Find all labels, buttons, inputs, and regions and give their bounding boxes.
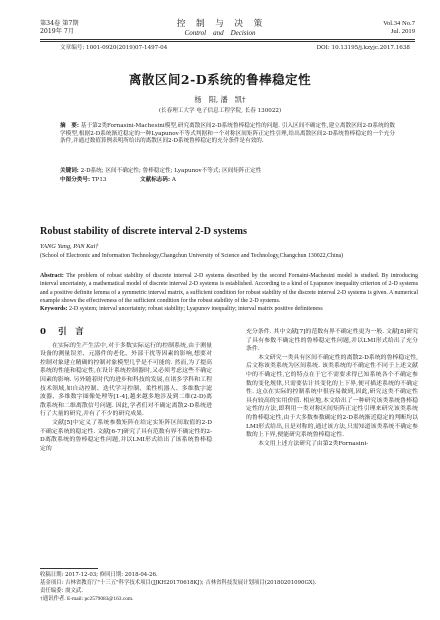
section-title: 引 言 xyxy=(57,327,84,337)
journal-name-cn: 控 制 与 决 策 xyxy=(176,19,264,29)
classification-cn xyxy=(60,177,395,185)
date-en: Jul. 2019 xyxy=(390,28,415,35)
affiliation-en: (School of Electronic and Information Technology,Changchun University of Science and Technology,Changchun 130022,China) xyxy=(40,253,344,259)
article-number: 文章编号: 1001-0920(2019)07-1497-04 xyxy=(60,45,168,51)
footnote-received: 收稿日期: 2017-12-03; 修回日期: 2018-04-26. xyxy=(40,572,158,578)
footnote-editor: 责任编委: 虞文武. xyxy=(40,588,83,594)
keywords-en-label: Keywords: xyxy=(40,306,68,312)
footnote-contact: †通讯作者. E-mail: pc2579083@163.com. xyxy=(40,596,134,602)
section-number: 0 xyxy=(40,327,46,337)
body-right-column xyxy=(246,328,418,448)
abstract-cn xyxy=(60,123,395,146)
paragraph: 本文用上述方法研究了由第2类Fornasini- xyxy=(258,440,369,447)
keywords-en xyxy=(40,305,418,313)
section-heading xyxy=(40,328,212,337)
paragraph: 本文研究一类具有区间不确定性的离散2-D系统的鲁棒稳定性,后文称该类系统为区间系统. 该类系统的不确定性不同于上述文献中的不确定性,它的特点在于它不需要求得已知系统各个不确定参数的变化规律,只需要估计其变化的上下界,便可描述系统的不确定性. 这点在实际的控制系统中很容易做到,因此,研究这类不确定性具有较高的实用价值. 相应地,本文给出了一种研究该类系统鲁棒稳定性的方法,即利用一类对称区间矩阵正定性引理来研究该类系统的鲁棒稳定性,由于大多数参数确定的2-D系统渐近稳定的判断均以LMI形式给出,且是对称的,通过该方法,只需知道该类系统不确定参数的上下界,便能研究系统鲁棒稳定性. xyxy=(246,354,418,439)
paper-title-cn: 离散区间2-D系统的鲁棒稳定性 xyxy=(128,72,312,87)
authors-cn: 杨 阳, 潘 凯† xyxy=(194,95,246,104)
paragraph: 在实际的生产生活中,对于多数实际运行的控制系统,由于测量设备的测量误差、元器件的老化、外部干扰等因素的影响,想要对控制对象建立精确的控制对象模型几乎是不可能的. 然而,为了提高系统的性能和稳定性,在设计系统控制器时,又必须考虑这些不确定因素的影响. 另外随着时代的进步和科技的发展,在诸多学科和工程技术领域,如自动控制、迭代学习控制、柔性机器人、多维数字滤波器、多维数字图像处理等[1-4],越来越多地涉及到二维(2-D)离散系统和二维离散信号问题. 因此,学者们对不确定离散2-D系统进行了大量的研究,并有了不少的研究成果. xyxy=(40,342,212,418)
journal-name-en: Control and Decision xyxy=(184,29,256,37)
affiliation-cn: (长春理工大学 电子信息工程学院, 长春 130022) xyxy=(158,108,282,114)
footnote-rule xyxy=(40,568,98,569)
paragraph: 充分条件. 其中文献[7]的范数有界不确定性更为一般. 文献[8]研究了具有参数不确定性的鲁棒稳定性问题,并以LMI形式给出了充分条件. xyxy=(246,329,418,353)
header-rule-bottom xyxy=(40,41,415,42)
doc-code-label: 文献标志码: xyxy=(140,177,171,183)
volume-issue-en: Vol.34 No.7 xyxy=(383,20,415,27)
abstract-en-label: Abstract: xyxy=(40,273,64,279)
abstract-cn-text: 基于第2类Fornasini-Machesini模型,研究离散区间2-D系统鲁棒稳定性的问题. 引入区间不确定性,建立离散区间2-D系统的数学模型,根据2-D系统渐近稳定的一种Lyapunov不等式判据和一个对称区间矩阵正定性引理,给出离散区间2-D系统鲁棒稳定的一个充分条件,并通过数值算例表明所给出的离散区间2-D系统鲁棒稳定的充分条件是有效的. xyxy=(60,123,395,145)
keywords-cn-text: 2-D系统; 区间不确定性; 鲁棒稳定性; Lyapunov不等式; 区间矩阵正定性 xyxy=(80,168,262,174)
doc-code-value: A xyxy=(171,177,176,183)
date-cn: 2019年 7月 xyxy=(40,28,75,35)
class-label: 中图分类号: xyxy=(60,177,91,183)
paragraph: 文献[5]中定义了系统参数矩阵在给定实矩阵区间取值的2-D不确定系统的稳定性. 文献[6-7]研究了具有范数有界不确定性的2-D离散系统的鲁棒稳定性问题,并以LMI形式给出了该系统鲁棒稳定的 xyxy=(40,419,212,452)
keywords-cn-label: 关键词: xyxy=(60,168,79,174)
volume-issue-cn: 第34卷 第7期 xyxy=(40,20,79,27)
body-left-column xyxy=(40,328,212,453)
class-value: TP13 xyxy=(91,177,107,183)
doi: DOI: 10.13195/j.kzyjc.2017.1638 xyxy=(316,45,410,51)
abstract-en-text: The problem of robust stability of discrete interval 2-D systems described by the second Fornaini-Machesini model is studied. By introducing interval uncertainty, a mathematical model of discrete interval 2-D systems is established. According to a kind of Lyapunov inequality criterion of 2-D systems and a positive definite lemma of a symmetric interval matrix, a sufficient condition for robust stability of the discrete interval 2-D systems is given. A numerical example shows the effectiveness of the sufficient condition for the robust stability of the 2-D systems. xyxy=(40,273,418,304)
abstract-cn-label: 摘 要: xyxy=(60,123,79,129)
keywords-en-text: 2-D system; interval uncertainty; robust stability; Lyapunov inequality; interval matrix positive definiteness xyxy=(68,306,323,312)
authors-en: YANG Yang, PAN Kai† xyxy=(40,243,99,250)
footnote-funding: 基金项目: 吉林省教育厅"十三五"科学技术项目(JJKH20170618KJ); 吉林省科技发展计划项目(20180201090GX). xyxy=(40,580,317,586)
keywords-cn xyxy=(60,168,395,176)
paper-title-en: Robust stability of discrete interval 2-D systems xyxy=(40,226,247,237)
abstract-en xyxy=(40,272,418,305)
header-rule-top xyxy=(40,39,415,40)
